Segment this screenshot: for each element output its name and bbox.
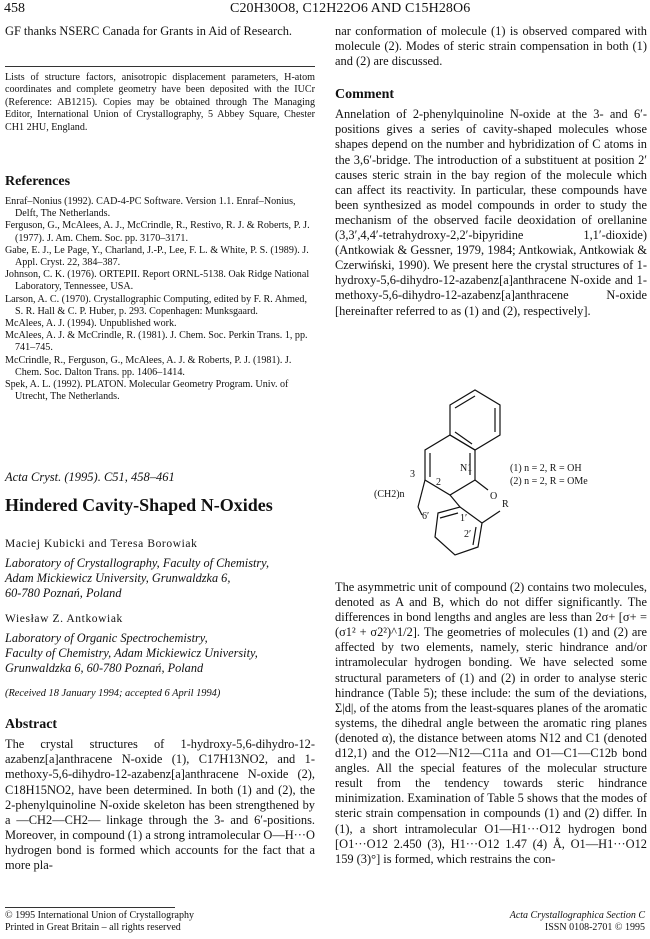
journal-ref: Acta Cryst. (1995). C51, 458–461 [5, 470, 175, 484]
compound-1-label: (1) n = 2, R = OH [510, 463, 582, 474]
deposit-note: Lists of structure factors, anisotropic displacement parameters, H-atom coordinates and complete geometry have been deposited with the IUCr (Reference: AB1215). Copies may be obtained through The Managing Editor, International Union of Crystallography, 5 Abbey Square, Chester CH1 2HU, England. [5, 72, 315, 133]
comment-heading: Comment [335, 87, 395, 103]
article-title: Hindered Cavity-Shaped N-Oxides [5, 495, 273, 515]
double-bond [440, 513, 458, 518]
authors-group-1: Maciej Kubicki and Teresa Borowiak [5, 538, 198, 550]
received-dates: (Received 18 January 1994; accepted 6 April 1994) [5, 688, 221, 700]
reference-item: Enraf–Nonius (1992). CAD-4-PC Software. Version 1.1. Enraf–Nonius, Delft, The Netherlands. [5, 196, 296, 220]
affiliation-line: Faculty of Chemistry, Adam Mickiewicz University, [5, 645, 258, 660]
affiliation-2 [5, 631, 315, 677]
atom-label: 2′ [464, 529, 472, 540]
continuation-text: nar conformation of molecule (1) is observed compared with molecule (2). Modes of steric strain compensation in both (1) and (2) are discussed. [335, 24, 647, 69]
n-o-bond [475, 480, 488, 490]
footer-journal: Acta Crystallographica Section C [509, 910, 645, 921]
references-heading: References [5, 174, 71, 189]
footer-divider [5, 907, 175, 908]
affiliation-line: Grunwaldzka 6, 60-780 Poznań, Poland [5, 661, 204, 676]
atom-label: N1 [460, 463, 473, 474]
authors-group-2: Wiesław Z. Antkowiak [5, 612, 123, 625]
acknowledgement: GF thanks NSERC Canada for Grants in Aid of Research. [5, 24, 293, 38]
comment-paragraph-1: Annelation of 2-phenylquinoline N-oxide at the 3- and 6′-positions gives a series of cavity-shaped molecules whose shapes depend on the number and hybridization of C atoms in the 3,6′-bridge. The introduction of a substituent at position 2′ causes steric strain in the bay region of the molecule which can affect its reactivity. In particular, these compounds have been synthesized as model compounds in order to study the mechanism of the observed facile deoxidation of orellanine (3,3′,4,4′-tetrahydroxy-2,2′-bipyridine 1,1′-dioxide) (Antkowiak & Gessner, 1979, 1984; Antkowiak, Antkowiak & Czerwiński, 1990). We present here the crystal structures of 1-hydroxy-5,6-dihydro-12-azabenz[a]anthracene N-oxide and 1-methoxy-5,6-dihydro-12-azabenz[a]anthracene N-oxide [hereinafter referred to as (1) and (2), respectively]. [335, 107, 647, 318]
atom-label: R [502, 499, 509, 510]
abstract-heading: Abstract [5, 717, 58, 733]
comment-paragraph-2: The asymmetric unit of compound (2) contains two molecules, denoted as A and B, which do not differ significantly. The differences in bond lengths and angles are less than 2σ+ [σ+ = (σ1² + σ2²)^1/2]. The geometries of molecules (1) and (2) are affected by two elements, namely, steric hindrance and/or intramolecular hydrogen bonding. We have selected some structural parameters of (1) and (2) in order to analyse steric hindrance (Table 5); these include: the sum of the deviations, Σ|d|, of the atoms from the least-squares planes of the aromatic systems, the dihedral angle between the aromatic ring planes (denoted α), the distance between atoms N12 and C1 (denoted d12,1) and the O12—N12—C11a and O1—C1—C12b bond angles. All the special features of the molecular structure result from the tendency towards steric hindrance minimization. Examination of Table 5 shows that the modes of steric strain compensation in compounds (1) and (2) differ. In (1), a short intramolecular O1—H1···O12 hydrogen bond [O1···O12 2.450 (3), H1···O12 1.47 (4) Å, O1—H1···O12 159 (3)°] is formed, which restrains the con- [335, 580, 647, 866]
double-bond [455, 396, 475, 408]
printed-note: Printed in Great Britain – all rights reserved [5, 922, 181, 933]
affiliation-line: Adam Mickiewicz University, Grunwaldzka 6, [5, 571, 231, 586]
acknowledgement-block [5, 24, 315, 39]
compound-2-label: (2) n = 2, R = OMe [510, 476, 588, 487]
page-number: 458 [4, 1, 25, 16]
r-bond [482, 511, 500, 523]
atom-label: O [490, 491, 498, 502]
atom-label: 1′ [460, 513, 468, 524]
affiliation-line: Laboratory of Organic Spectrochemistry, [5, 630, 208, 645]
journal-citation [5, 470, 175, 485]
bridge-label: (CH2)n [374, 489, 405, 500]
reference-item: McAlees, A. J. & McCrindle, R. (1981). J. Chem. Soc. Perkin Trans. 1, pp. 741–745. [5, 330, 308, 354]
running-title: C20H30O8, C12H22O6 AND C15H28O6 [230, 1, 471, 16]
references-section [5, 174, 315, 403]
double-bond [473, 527, 476, 545]
affiliation-line: Laboratory of Crystallography, Faculty of Chemistry, [5, 556, 270, 570]
atom-label: 6′ [422, 511, 430, 522]
double-bond [455, 432, 472, 444]
atom-label: 2 [436, 477, 441, 488]
reference-item: Spek, A. L. (1992). PLATON. Molecular Geometry Program. Univ. of Utrecht, The Netherlands. [5, 379, 289, 403]
reference-item: Ferguson, G., McAlees, A. J., McCrindle, R., Restivo, R. J. & Roberts, P. J. (1977). J. Am. Chem. Soc. pp. 3170–3171. [5, 220, 310, 244]
reference-item: Johnson, C. K. (1976). ORTEPII. Report ORNL-5138. Oak Ridge National Laboratory, Tennessee, USA. [5, 269, 310, 293]
footer-right [510, 910, 645, 934]
copyright: © 1995 International Union of Crystallography [5, 910, 194, 921]
bridge-bond [418, 480, 425, 507]
biaryl-bond [450, 495, 460, 507]
reference-item: Larson, A. C. (1970). Crystallographic Computing, edited by F. R. Ahmed, S. R. Hall & C. P. Huber, p. 293. Copenhagen: Munksgaard. [5, 293, 307, 317]
footer-left [5, 910, 194, 934]
reference-item: McCrindle, R., Ferguson, G., McAlees, A. J. & Roberts, P. J. (1981). J. Chem. Soc. Dalton Trans. pp. 1406–1414. [5, 354, 292, 378]
issn: ISSN 0108-2701 © 1995 [544, 922, 645, 933]
reference-item: McAlees, A. J. (1994). Unpublished work. [5, 318, 177, 330]
affiliation-1 [5, 556, 315, 602]
divider [5, 66, 315, 67]
atom-label: 3 [410, 469, 415, 480]
abstract-text: The crystal structures of 1-hydroxy-5,6-dihydro-12-azabenz[a]anthracene N-oxide (1), C17H13NO2, and 1-methoxy-5,6-dihydro-12-azabenz[a]anthracene N-oxide (2), C18H15NO2, have been determined. In both (1) and (2), the 2-phenylquinoline N-oxide skeleton has been strengthened by a —CH2—CH2— linkage through the 3- and 6′-positions. Moreover, in compound (1) a strong intramolecular O—H···O hydrogen bond is formed which accounts for the fact that a more pla- [5, 737, 315, 872]
reference-list [5, 196, 315, 403]
benzo-ring [450, 390, 500, 450]
affiliation-line: 60-780 Poznań, Poland [5, 586, 122, 601]
reference-item: Gabe, E. J., Le Page, Y., Charland, J.-P., Lee, F. L. & White, P. S. (1989). J. Appl. Cryst. 22, 384–387. [5, 244, 309, 269]
chemical-scheme [360, 385, 645, 585]
